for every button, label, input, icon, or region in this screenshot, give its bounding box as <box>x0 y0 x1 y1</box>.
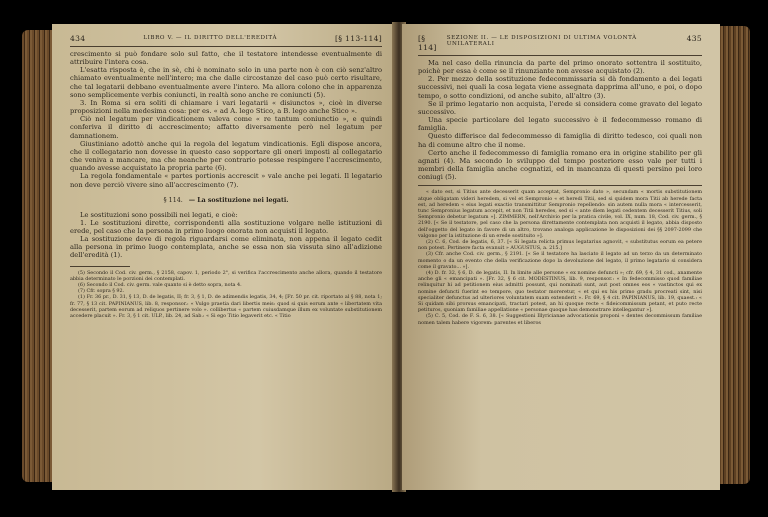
paragraph: 1. Le sostituzioni dirette, corrispondenti alla sostituzione volgare nelle istituzioni di erede, pel caso che la persona in primo luogo onorata non acquisti il legato. <box>70 218 382 235</box>
right-body <box>418 59 702 181</box>
paragraph: Una specie particolare del legato successivo è il fedecommesso romano di famiglia. <box>418 116 702 133</box>
footnote: (2) C. 6, Cod. de legatis, 6, 37. [« Si legata relicta primus legatarius agnovit, « substitutus eorum ea petere non potest. Pertinere facta evanuit » AUGUSTUS, a. 215.] <box>418 238 702 252</box>
footnote: (7) Cfr. sopra § 92. <box>78 288 125 295</box>
paragraph: Le sostituzioni sono possibili nei legati, e cioè: <box>80 210 238 219</box>
left-running-title: LIBRO V. — IL DIRITTO DELL'EREDITÀ <box>143 35 278 41</box>
paragraph: Giustiniano adottò anche qui la regola del legatum vindicationis. Egli dispose ancora, che il collegatario non dovesse in questo caso sopportare gli oneri imposti al collegatario che veniva a mancare, ma che neanche per contrario potesse respingere l'accrescimento, quando avesse acquistato la propria parte (6). <box>70 139 382 173</box>
paragraph: Se il primo legatario non acquista, l'erede si considera come gravato del legato successivo. <box>418 99 702 116</box>
right-page <box>402 24 720 490</box>
right-page-number: 435 <box>686 34 702 43</box>
paragraph: Questo differisce dal fedecommesso di famiglia di diritto tedesco, coi quali non ha di comune altro che il nome. <box>418 132 702 149</box>
footnote: (3) Cfr. anche Cod. civ. germ., § 2191. [« Se il testatore ha lasciato il legato ad un terzo da un determinato momento o da un evento che della verificazione dopo la devoluzione del legato, il primo legatario si considera come il gravato... »]. <box>418 251 702 270</box>
right-running-head <box>418 34 702 52</box>
section-title: — La sostituzione nei legati. <box>188 196 289 204</box>
footnote: (6) Secondo il Cod. civ. germ. vale quanto si è detto sopra, nota 4. <box>78 282 242 288</box>
book-edge-left <box>22 30 52 482</box>
left-running-head <box>70 34 382 43</box>
paragraph: 2. Per mezzo della sostituzione fedecommissaria si dà fondamento a dei legati successivi, nei quali la cosa legata viene assegnata dapprima all'uno, e poi, o dopo tempo, o sotto condizioni, od anche subito, all'altro (3). <box>418 75 702 100</box>
left-page-number: 434 <box>70 34 86 43</box>
right-running-title: SEZIONE II. — LE DISPOSIZIONI DI ULTIMA VOLONTÀ UNILATERALI <box>446 35 637 47</box>
section-number: § 114. <box>163 196 183 204</box>
paragraph: 3. In Roma si era soliti di chiamare i vari legatarii « disiunctos », cioè in diverse proposizioni nella medesima cosa: per es. « ad A. lego Stico, a B. lego anche Stico ». <box>70 98 382 116</box>
left-page <box>52 24 396 490</box>
paragraph: La sostituzione deve di regola riguardarsi come eliminata, non appena il legato cedit alla persona in primo luogo contemplata, anche se essa non sia vissuta sino all'adizione dell'eredità (1). <box>70 235 382 260</box>
right-footnotes <box>418 189 702 325</box>
book-edge-right <box>716 26 750 484</box>
left-section-ref: [§ 113-114] <box>334 34 382 43</box>
paragraph: crescimento si può fondare solo sul fatto, che il testatore intendesse eventualmente di attribuire l'intera cosa. <box>70 50 382 67</box>
footnote: « dato est, si Titius ante decesserit quam acceptat, Sempronio dato », secundam « mortis substitutionem atque obligatam videri heredem, si vel et Sempronio « et heredi Titii, sed si quidem mora Titii ab herede facta est, ad heredem « eius legati exactio transmittitur Sempronio repellendo: sin autem nulla mora « intercesserit, tunc Sempronius legatum accepit, et non Titii heredes, sed si « ante diem legati cedentem decesserit Titius, soli Sempronio debetur legatum »]. ZIMMERN, nell'Archivio per la pratica civile, vol. IX, num. 18, Cod. civ. germ., § 2190. [« Se il testatore, pel caso che la persona direttamente contemplata non acquisti il legato, abbia disposto dell'oggetto del legato in favore di un altro, trovano analoga applicazione le disposizioni dei §§ 2097-2099 che valgono per la istituzione di un erede sostituito »]. <box>418 189 702 239</box>
footnote: (5) Secondo il Cod. civ. germ., § 2158, capov. 1, periodo 2°, si verifica l'accrescimento anche allora, quando il testatore abbia determinato le porzioni dei contemplati. <box>70 269 382 282</box>
paragraph: Certo anche il fedecommesso di famiglia romano era in origine stabilito per gli agnati (4). Ma secondo lo sviluppo del tempo posteriore esso vale per tutti i membri della famiglia anche cognatizi, ed in mancanza di questi persino pei loro coniugi (5). <box>418 148 702 182</box>
left-body-top <box>70 50 382 189</box>
right-section-ref: [§ 114] <box>418 34 437 52</box>
open-book <box>22 16 750 494</box>
paragraph: Ciò nel legatum per vindicationem valeva come « re tantum coniunctio », e quindi conferiva il diritto di accrescimento; affatto diversamente però nel legatum per damnationem. <box>70 115 382 140</box>
paragraph: L'esatta risposta è, che in sè, chi è nominato solo in una parte non è con ciò senz'altro chiamato eventualmente nell'intero; ma che dalle circostanze del caso può certo risultare, che tal legatarii debbano eventualmente avere l'intero. Ma allora colono che in apparenza sono semplicemente verbis coniuncti, in realtà sono anche re coniuncti (5). <box>70 66 382 99</box>
footnote: (5) C. 5, Cod. de F. S. 6, 38. [« Suggestioni Illyricianae advocationis proponi « dentes decommissum familiae nomen talem habere vigorem: parentes et liberos <box>418 313 702 326</box>
footnote: (1) Fr. 36 pr., D. 31, § 13, D. de legatis, II; fr. 3, § 1, D. de adimendis legatis, 34, 4; [Fr. 50 pr. cit. riportato al § 88, nota 1; fr. 77, § 13 cit. PAPINIANUS, lib. 8, responsor.: « Vulgo praetia dari libertis meis: quod si quis eorum ante « libertatem vita decesserit, partem eorum ad reliquos pertinere volo ». collibertus « partem cuiusdamque illum ex voluntate substitutionem accedere placuit ». Fr. 3, § 1 cit. ULP., lib. 24, ad Sab.: « Si ego Titio legaverit etc. « Titio <box>70 294 382 320</box>
section-heading <box>70 197 382 204</box>
paragraph: La regola fondamentale « partes portionis accrescit » vale anche pei legati. Il legatario non deve perciò vivere sino all'accrescimento (7). <box>70 172 382 189</box>
paragraph: Ma nel caso della rinuncia da parte del primo onorato sottentra il sostituito, poichè per essa è come se il rinunziante non avesse acquistato (2). <box>418 59 702 76</box>
footnote: (4) D. fr. 32, § 6, D. de legatis, II. In limite alle persone « ex nomine defuncti »; cfr. 69, § 4, 31 cod., anamente anche gli « emancipati ». [Fr. 32, § 6 cit. MODESTINUS, lib. 9, responsor.: « In fedecommisso quod familiae relinquitur hi ad petitionem eius admitti possunt, qui nominati sunt, aut post omnes eos « vastinctos qui ex nomine defuncti fuerint eo tempore, quo testator moreretur, « et qui ex his primo gradu procreati sint, nisi specialiter defunctus ad ulteriores voluntatem suam extenderit ». Fr. 69, § 4 cit. PAPINIANUS, lib. 19, quaest.: « Si quidam sibi prorsus emancipati, tractari potest, an hi quoque recte « fideicommissum petant, et puto recte petituros, quoniam familiae appellatione « personae quoque has demonstrare intellegantur »]. <box>418 269 702 314</box>
left-body-bottom <box>70 211 382 260</box>
left-footnotes <box>70 270 382 320</box>
